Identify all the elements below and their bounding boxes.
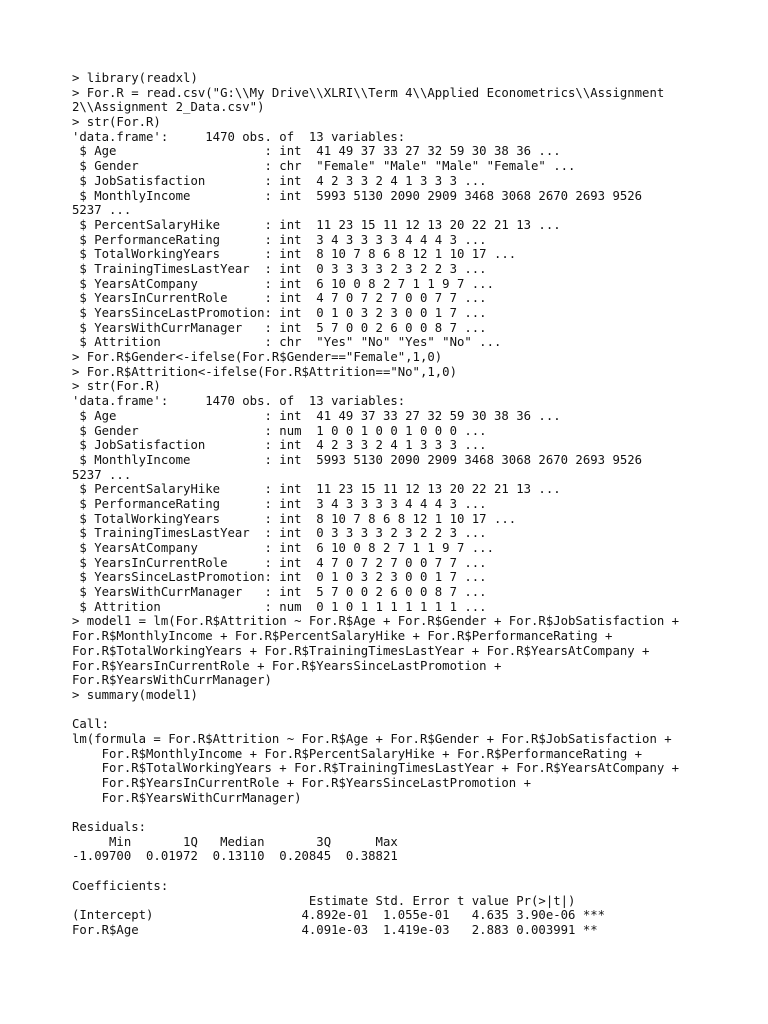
console-line: $ MonthlyIncome : int 5993 5130 2090 2909 3468 3068 2670 2693 9526: [72, 452, 643, 467]
console-line: > library(readxl): [72, 71, 198, 85]
console-line: Min 1Q Median 3Q Max: [72, 834, 406, 849]
console-line: $ YearsSinceLastPromotion: int 0 1 0 3 2 3 0 0 1 7 ...: [72, 570, 487, 585]
console-line: $ TotalWorkingYears : int 8 10 7 8 6 8 12 1 10 17 ...: [72, 511, 517, 526]
console-line: 5237 ...: [72, 203, 132, 218]
console-line: $ JobSatisfaction : int 4 2 3 3 2 4 1 3 3 3 ...: [72, 173, 487, 188]
console-line: For.R$MonthlyIncome + For.R$PercentSalaryHike + For.R$PerformanceRating +: [72, 746, 643, 761]
console-line: $ YearsSinceLastPromotion: int 0 1 0 3 2 3 0 0 1 7 ...: [72, 306, 487, 320]
console-line: > summary(model1): [72, 687, 198, 702]
console-line: $ YearsWithCurrManager : int 5 7 0 0 2 6 0 0 8 7 ...: [72, 320, 487, 335]
console-line: $ PercentSalaryHike : int 11 23 15 11 12 13 20 22 21 13 ...: [72, 217, 561, 232]
console-line: $ PerformanceRating : int 3 4 3 3 3 3 4 4 4 3 ...: [72, 496, 487, 511]
console-line: For.R$YearsInCurrentRole + For.R$YearsSinceLastPromotion +: [72, 776, 532, 790]
console-line: 5237 ...: [72, 467, 132, 482]
console-line: $ JobSatisfaction : int 4 2 3 3 2 4 1 3 3 3 ...: [72, 438, 487, 453]
console-line: For.R$YearsWithCurrManager): [72, 673, 272, 688]
console-line: > For.R = read.csv("G:\\My Drive\\XLRI\\Term 4\\Applied Econometrics\\Assignment: [72, 85, 665, 100]
console-line: > For.R$Attrition<-ifelse(For.R$Attrition=="No",1,0): [72, 364, 457, 379]
console-line: For.R$Age 4.091e-03 1.419e-03 2.883 0.003991 **: [72, 922, 606, 937]
blank-line: [72, 703, 762, 718]
console-line: > For.R$Gender<-ifelse(For.R$Gender=="Female",1,0): [72, 350, 443, 365]
console-line: 'data.frame': 1470 obs. of 13 variables:: [72, 394, 406, 409]
console-line: Call:: [72, 717, 110, 732]
console-line: lm(formula = For.R$Attrition ~ For.R$Age + For.R$Gender + For.R$JobSatisfaction +: [72, 731, 672, 746]
console-line: $ Attrition : chr "Yes" "No" "Yes" "No" ...: [72, 335, 502, 350]
console-line: 'data.frame': 1470 obs. of 13 variables:: [72, 129, 406, 144]
console-line: $ YearsAtCompany : int 6 10 0 8 2 7 1 1 9 7 ...: [72, 541, 494, 555]
blank-line: [72, 805, 762, 820]
console-line: $ Gender : chr "Female" "Male" "Male" "Female" ...: [72, 159, 576, 174]
console-line: -1.09700 0.01972 0.13110 0.20845 0.38821: [72, 849, 406, 864]
console-line: $ YearsInCurrentRole : int 4 7 0 7 2 7 0 0 7 7 ...: [72, 291, 487, 306]
console-line: $ MonthlyIncome : int 5993 5130 2090 2909 3468 3068 2670 2693 9526: [72, 188, 643, 203]
console-line: $ PerformanceRating : int 3 4 3 3 3 3 4 4 4 3 ...: [72, 232, 487, 247]
blank-line: [72, 864, 762, 879]
console-line: (Intercept) 4.892e-01 1.055e-01 4.635 3.90e-06 ***: [72, 908, 606, 923]
console-line: $ Age : int 41 49 37 33 27 32 59 30 38 36 ...: [72, 408, 561, 423]
console-line: For.R$YearsWithCurrManager): [72, 790, 302, 805]
console-line: $ TrainingTimesLastYear : int 0 3 3 3 3 2 3 2 2 3 ...: [72, 526, 487, 541]
r-console-output: [72, 71, 762, 938]
console-line: $ Age : int 41 49 37 33 27 32 59 30 38 36 ...: [72, 144, 561, 159]
console-line: For.R$TotalWorkingYears + For.R$TrainingTimesLastYear + For.R$YearsAtCompany +: [72, 761, 680, 776]
console-line: > str(For.R): [72, 115, 161, 130]
console-line: $ Gender : num 1 0 0 1 0 0 1 0 0 0 ...: [72, 423, 487, 438]
console-line: Residuals:: [72, 820, 147, 835]
console-line: 2\\Assignment 2_Data.csv"): [72, 100, 265, 115]
console-line: For.R$MonthlyIncome + For.R$PercentSalaryHike + For.R$PerformanceRating +: [72, 629, 613, 644]
console-line: > str(For.R): [72, 379, 161, 394]
console-line: $ YearsInCurrentRole : int 4 7 0 7 2 7 0 0 7 7 ...: [72, 555, 487, 570]
console-line: > model1 = lm(For.R$Attrition ~ For.R$Age + For.R$Gender + For.R$JobSatisfaction +: [72, 614, 680, 629]
console-line: $ YearsAtCompany : int 6 10 0 8 2 7 1 1 9 7 ...: [72, 276, 494, 291]
console-line: Coefficients:: [72, 878, 169, 893]
console-line: Estimate Std. Error t value Pr(>|t|): [72, 893, 606, 908]
console-line: $ Attrition : num 0 1 0 1 1 1 1 1 1 1 ...: [72, 599, 487, 614]
console-line: For.R$YearsInCurrentRole + For.R$YearsSinceLastPromotion +: [72, 658, 502, 673]
console-line: $ TrainingTimesLastYear : int 0 3 3 3 3 2 3 2 2 3 ...: [72, 261, 487, 276]
console-line: $ YearsWithCurrManager : int 5 7 0 0 2 6 0 0 8 7 ...: [72, 585, 487, 600]
console-line: For.R$TotalWorkingYears + For.R$TrainingTimesLastYear + For.R$YearsAtCompany +: [72, 643, 650, 658]
console-line: $ TotalWorkingYears : int 8 10 7 8 6 8 12 1 10 17 ...: [72, 247, 517, 262]
console-line: $ PercentSalaryHike : int 11 23 15 11 12 13 20 22 21 13 ...: [72, 482, 561, 497]
